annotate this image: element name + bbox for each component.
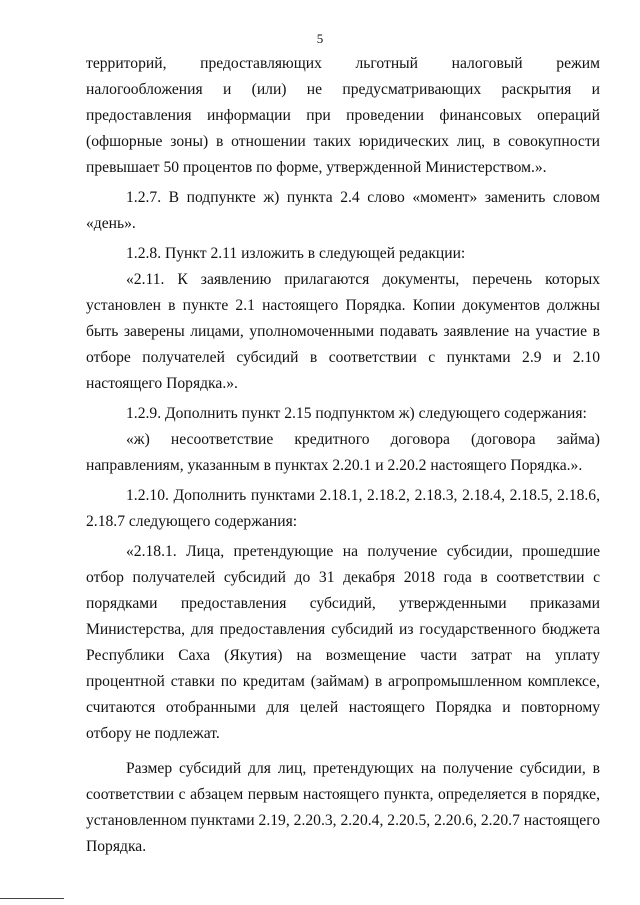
paragraph-zh-quote: «ж) несоответствие кредитного договора (договора займа) направлениям, указанным в пунктах 2.20.1 и 2.20.2 настоящего Порядка.». bbox=[86, 431, 600, 474]
paragraph-1-2-9: 1.2.9. Дополнить пункт 2.15 подпунктом ж) следующего содержания: bbox=[126, 405, 587, 422]
paragraph-2-18-1-quote: «2.18.1. Лица, претендующие на получение субсидии, прошедшие отбор получателей субсидий до 31 декабря 2018 года в соответствии с порядками предоставления субсидий, утвержденными приказами Министерства, для предоставления субсидий из государственного бюджета Республики Саха (Якутия) на возмещение части затрат на уплату процентной ставки по кредитам (займам) в агропромышленном комплексе, считаются отобранными для целей настоящего Порядка и повторному отбору не подлежат. bbox=[86, 543, 600, 742]
paragraph-1-2-8: 1.2.8. Пункт 2.11 изложить в следующей редакции: bbox=[126, 245, 466, 262]
paragraph-continuation: территорий, предоставляющих льготный налоговый режим налогообложения и (или) не предусматривающих раскрытия и предоставления информации при проведении финансовых операций (офшорные зоны) в отношении таких юридических лиц, в совокупности превышает 50 процентов по форме, утвержденной Министерством.». bbox=[86, 55, 600, 176]
page-number: 5 bbox=[316, 31, 324, 46]
paragraph-subsidy-size: Размер субсидий для лиц, претендующих на получение субсидии, в соответствии с абзацем первым настоящего пункта, определяется в порядке, установленном пунктами 2.19, 2.20.3, 2.20.4, 2.20.5, 2.20.6, 2.20.7 настоящего Порядка. bbox=[86, 760, 600, 855]
paragraph-1-2-10: 1.2.10. Дополнить пунктами 2.18.1, 2.18.2, 2.18.3, 2.18.4, 2.18.5, 2.18.6, 2.18.7 следующего содержания: bbox=[86, 487, 600, 530]
paragraph-2-11-quote: «2.11. К заявлению прилагаются документы, перечень которых установлен в пункте 2.1 настоящего Порядка. Копии документов должны быть заверены лицами, уполномоченными подавать заявление на участие в отборе получателей субсидий в соответствии с пунктами 2.9 и 2.10 настоящего Порядка.». bbox=[86, 271, 600, 392]
paragraph-1-2-7: 1.2.7. В подпункте ж) пункта 2.4 слово «момент» заменить словом «день». bbox=[86, 189, 600, 232]
document-body bbox=[86, 51, 600, 860]
footer-rule bbox=[0, 898, 64, 899]
